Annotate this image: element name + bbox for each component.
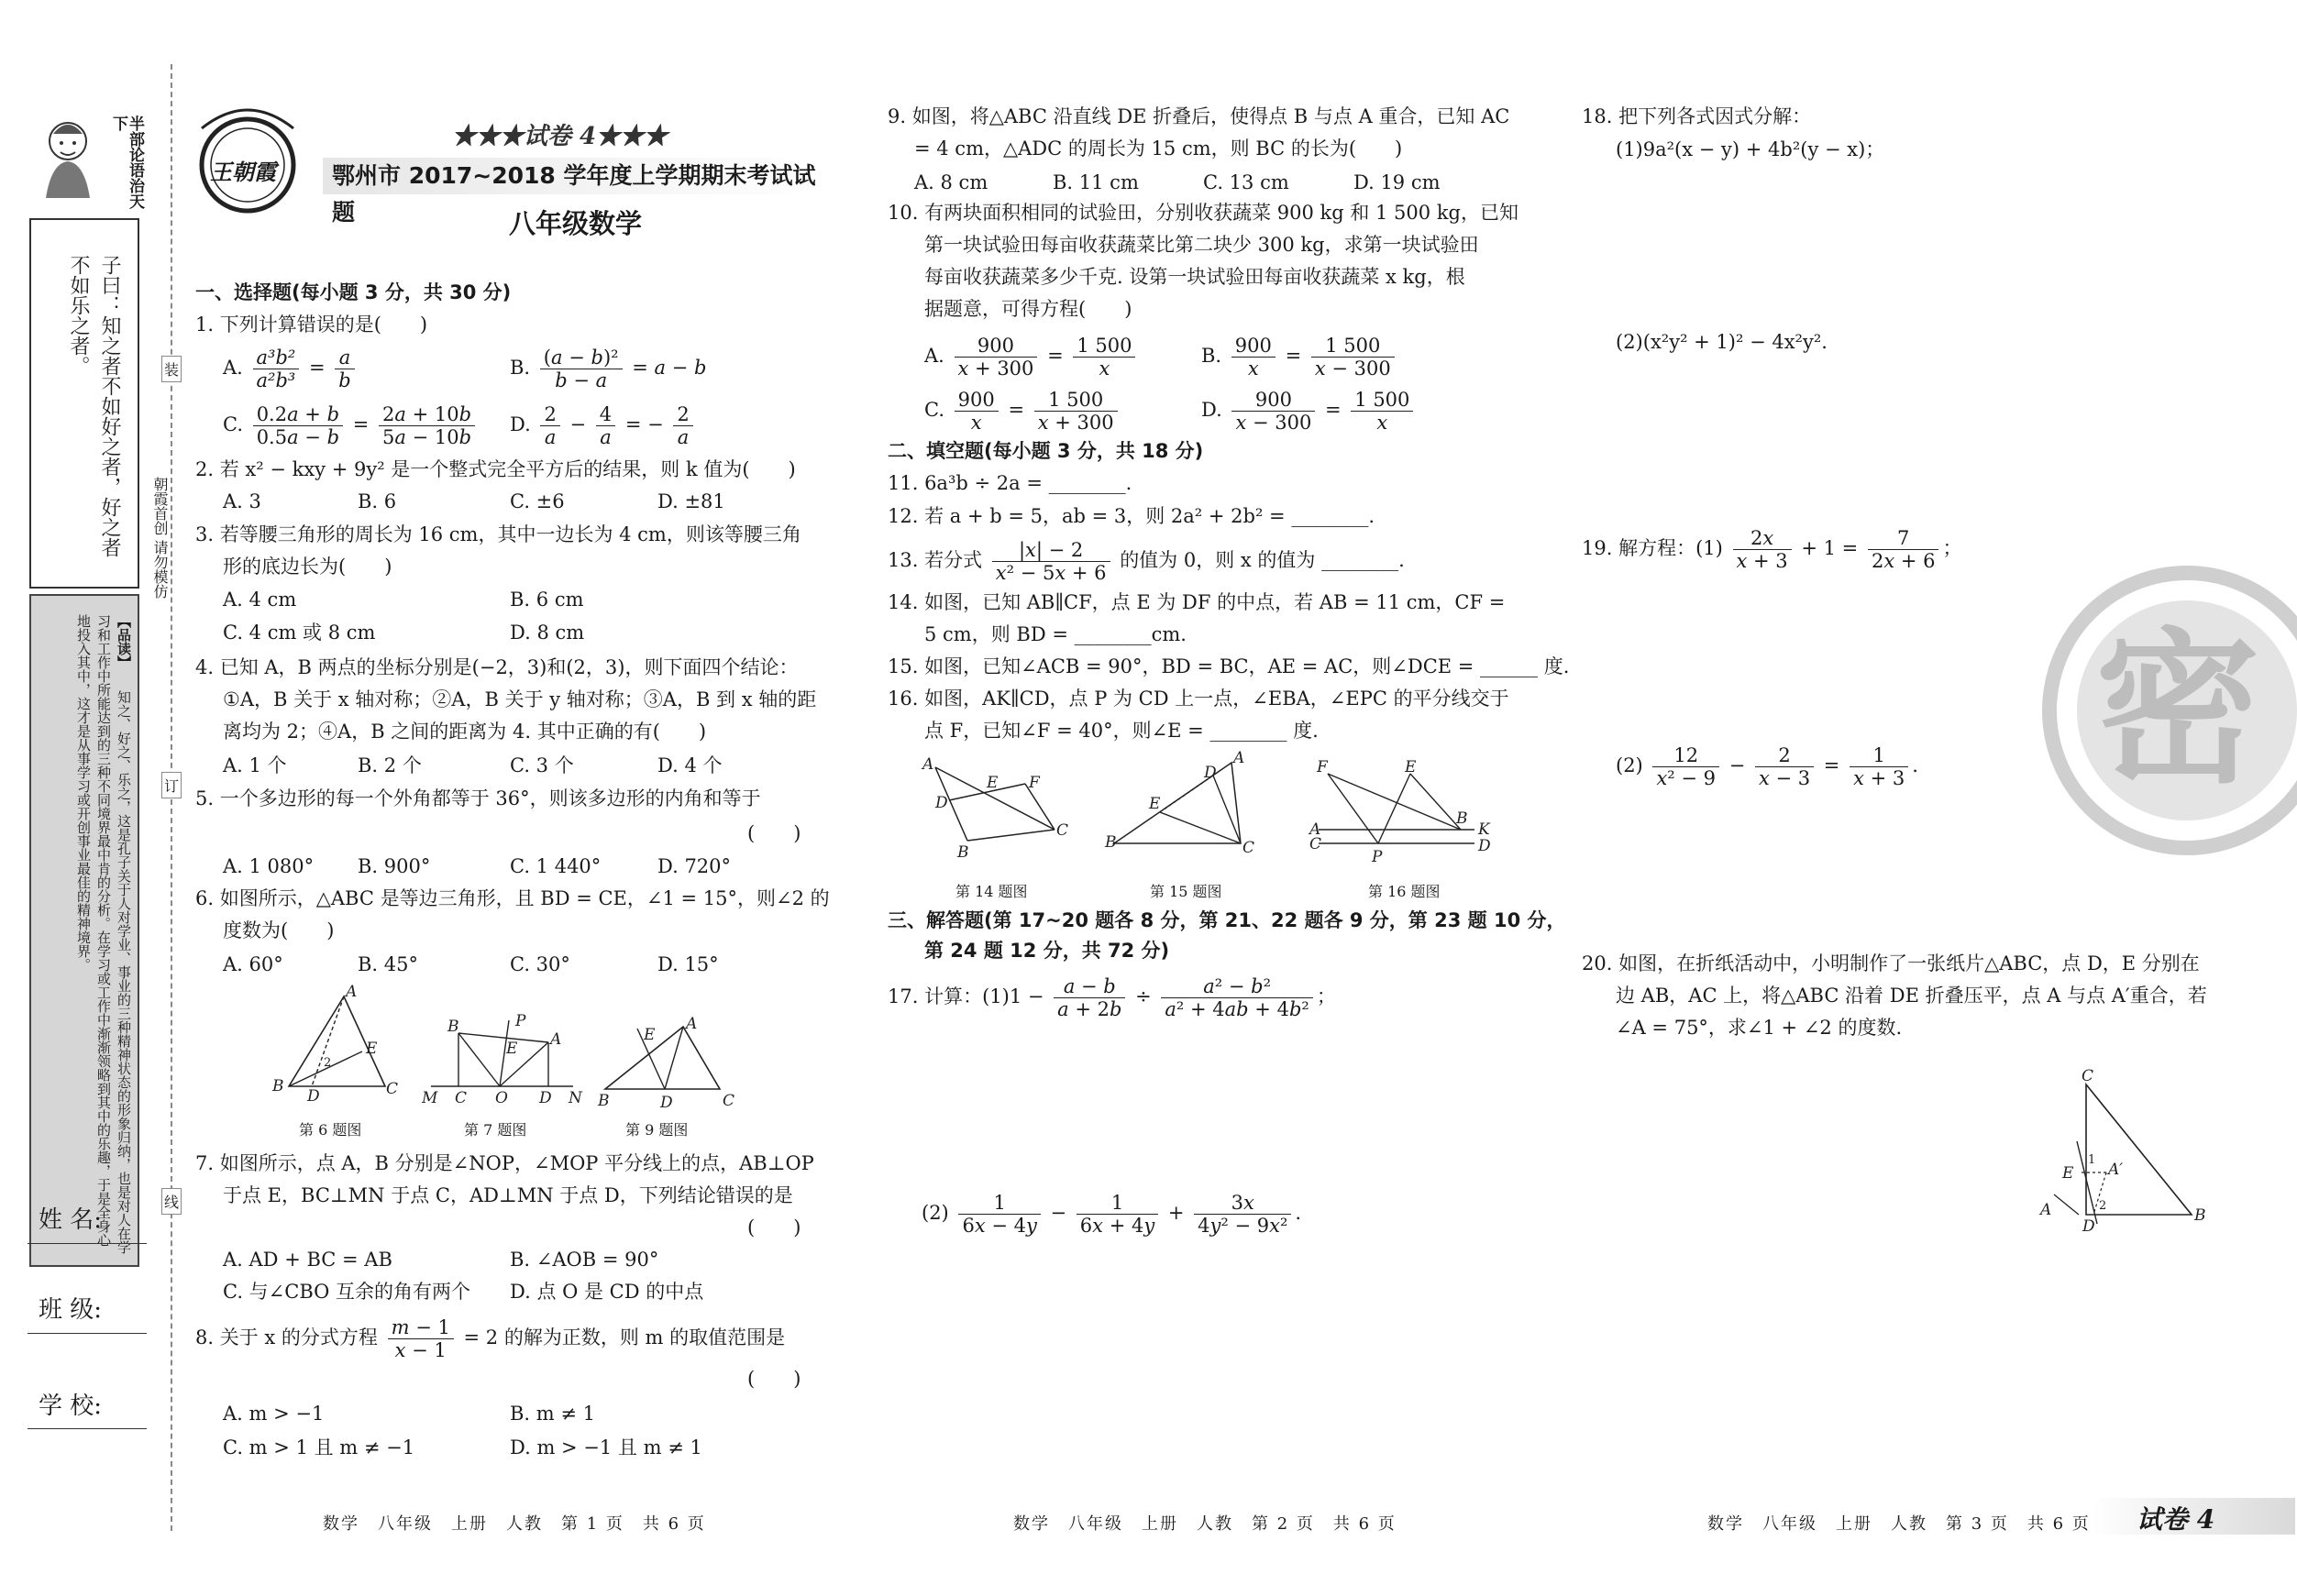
q4-option-d[interactable]: D. 4 个 bbox=[657, 754, 723, 776]
figure-q7 bbox=[422, 1013, 582, 1108]
seal-mark-1: 装 bbox=[161, 356, 182, 382]
svg-text:P: P bbox=[515, 1012, 526, 1030]
figure-q20 bbox=[2040, 1068, 2205, 1237]
svg-text:E: E bbox=[644, 1026, 656, 1044]
svg-text:D: D bbox=[307, 1087, 320, 1106]
confucius-quote: 子曰：知之者不如好之者，好之者不如乐之者。 bbox=[67, 255, 121, 557]
confucius-cartoon-icon bbox=[33, 108, 106, 200]
svg-text:F: F bbox=[1317, 758, 1328, 776]
svg-text:A: A bbox=[686, 1015, 698, 1033]
q19-part2: (2) $\frac{12}{\text{x² − 9}}$ − $\frac{2}{x - 3}$ = $\frac{1}{x + 3}$ . bbox=[1616, 744, 1918, 789]
q10-option-a[interactable]: A. $\frac{900}{x + 300}$ = $\frac{1 500}{x}$ bbox=[924, 335, 1139, 380]
svg-text:C: C bbox=[723, 1092, 735, 1110]
q10-option-d[interactable]: D. $\frac{900}{x - 300}$ = $\frac{1 500}{x}$ bbox=[1201, 389, 1417, 434]
q20-stem-line1: 20. 如图，在折纸活动中，小明制作了一张纸片△ABC，点 D，E 分别在 bbox=[1582, 952, 2200, 974]
svg-text:C: C bbox=[386, 1080, 399, 1098]
svg-text:B: B bbox=[1105, 833, 1117, 852]
q5-option-b[interactable]: B. 900° bbox=[358, 855, 431, 877]
q16-stem-line2: 点 F，已知∠F = 40°，则∠E = ________ 度. bbox=[924, 720, 1319, 742]
q4-option-c[interactable]: C. 3 个 bbox=[510, 754, 574, 776]
watermark-text: 密 bbox=[2095, 614, 2261, 806]
q7-stem-line1: 7. 如图所示，点 A，B 分别是∠NOP，∠MOP 平分线上的点，AB⊥OP bbox=[195, 1152, 814, 1174]
q8-option-c[interactable]: C. m > 1 且 m ≠ −1 bbox=[223, 1436, 415, 1458]
svg-text:B: B bbox=[957, 843, 969, 862]
q10-option-c[interactable]: C. $\frac{900}{x}$ = $\frac{1 500}{x + 300}$ bbox=[924, 389, 1121, 434]
q2-option-a[interactable]: A. 3 bbox=[223, 490, 261, 512]
svg-text:C: C bbox=[1056, 821, 1069, 840]
svg-text:A: A bbox=[550, 1030, 562, 1049]
q7-option-d[interactable]: D. 点 O 是 CD 的中点 bbox=[510, 1281, 704, 1303]
svg-text:B: B bbox=[2194, 1206, 2206, 1225]
subject-title: 八年级数学 bbox=[509, 208, 643, 239]
page3-footer: 数学 八年级 上册 人教 第 3 页 共 6 页 bbox=[1707, 1514, 2091, 1534]
q6-option-a[interactable]: A. 60° bbox=[223, 953, 283, 975]
section1-title: 一、选择题(每小题 3 分，共 30 分) bbox=[195, 281, 512, 303]
svg-text:K: K bbox=[1478, 820, 1490, 839]
q1-option-c[interactable]: C. $\frac{0.2a + b}{0.5a - b}$ = $\frac{2a + 10b}{5a - 10b}$ bbox=[223, 403, 479, 448]
section3-title-line2: 第 24 题 12 分，共 72 分) bbox=[924, 940, 1170, 962]
q12-stem: 12. 若 a + b = 5，ab = 3，则 2a² + 2b² = ________. bbox=[888, 505, 1375, 527]
q2-option-c[interactable]: C. ±6 bbox=[510, 490, 565, 512]
figure-q7-caption: 第 7 题图 bbox=[464, 1121, 527, 1139]
q19-part1: 19. 解方程：(1) $\frac{2x}{x + 3}$ + 1 = $\frac{7}{2x + 6}$ ； bbox=[1582, 527, 1962, 572]
figure-q16 bbox=[1309, 758, 1493, 870]
q10-stem-line4: 据题意，可得方程( ) bbox=[924, 298, 1132, 320]
q8-option-b[interactable]: B. m ≠ 1 bbox=[510, 1403, 596, 1425]
pindu-label: 【品读】 bbox=[116, 614, 132, 669]
svg-text:N: N bbox=[569, 1089, 582, 1107]
svg-text:D: D bbox=[2082, 1217, 2095, 1236]
q5-answer-paren[interactable]: ( ) bbox=[747, 822, 801, 844]
q6-stem-line1: 6. 如图所示，△ABC 是等边三角形，且 BD = CE，∠1 = 15°，则∠2 的 bbox=[195, 887, 830, 909]
q3-option-a[interactable]: A. 4 cm bbox=[223, 589, 297, 611]
svg-text:D: D bbox=[935, 794, 948, 812]
q2-stem: 2. 若 x² − kxy + 9y² 是一个整式完全平方后的结果，则 k 值为( ) bbox=[195, 458, 796, 480]
svg-text:A′: A′ bbox=[2108, 1161, 2124, 1179]
q4-stem-line1: 4. 已知 A，B 两点的坐标分别是(−2，3)和(2，3)，则下面四个结论： bbox=[195, 656, 799, 678]
q9-option-d[interactable]: D. 19 cm bbox=[1353, 171, 1441, 193]
svg-text:A: A bbox=[346, 983, 358, 1001]
q5-option-d[interactable]: D. 720° bbox=[657, 855, 732, 877]
watermark-seal bbox=[2031, 564, 2297, 857]
book-label: 半部论语治天下 bbox=[109, 116, 144, 209]
q1-option-d[interactable]: D. $\frac{2}{a}$ − $\frac{4}{a}$ = − $\frac{2}{a}$ bbox=[510, 403, 697, 448]
q4-option-b[interactable]: B. 2 个 bbox=[358, 754, 422, 776]
q5-stem: 5. 一个多边形的每一个外角都等于 36°，则该多边形的内角和等于 bbox=[195, 787, 761, 809]
figure-q15-caption: 第 15 题图 bbox=[1150, 883, 1222, 900]
q10-stem-line1: 10. 有两块面积相同的试验田，分别收获蔬菜 900 kg 和 1 500 kg，已知 bbox=[888, 202, 1518, 224]
figure-q9 bbox=[596, 1015, 735, 1113]
svg-text:E: E bbox=[366, 1040, 378, 1058]
q6-option-b[interactable]: B. 45° bbox=[358, 953, 419, 975]
q1-stem: 1. 下列计算错误的是( ) bbox=[195, 314, 428, 336]
seal-mark-3: 线 bbox=[161, 1188, 182, 1215]
q20-stem-line3: ∠A = 75°，求∠1 + ∠2 的度数. bbox=[1616, 1017, 1903, 1039]
q6-option-d[interactable]: D. 15° bbox=[657, 953, 719, 975]
q7-option-c[interactable]: C. 与∠CBO 互余的角有两个 bbox=[223, 1281, 471, 1303]
q9-option-a[interactable]: A. 8 cm bbox=[914, 171, 988, 193]
svg-text:C: C bbox=[1309, 835, 1322, 853]
logo bbox=[188, 92, 307, 220]
svg-text:E: E bbox=[1405, 758, 1417, 776]
figure-q6 bbox=[271, 983, 399, 1106]
q1-option-a[interactable]: A. $\frac{\text{a³b²}}{\text{a²b³}}$ = $\frac{a}{b}$ bbox=[223, 347, 359, 391]
school-label: 学 校: bbox=[39, 1392, 103, 1420]
page2-footer: 数学 八年级 上册 人教 第 2 页 共 6 页 bbox=[1013, 1514, 1397, 1534]
svg-text:D: D bbox=[539, 1089, 552, 1107]
svg-text:B: B bbox=[447, 1018, 459, 1036]
svg-text:B: B bbox=[598, 1092, 610, 1110]
q18-stem: 18. 把下列各式因式分解： bbox=[1582, 105, 1812, 127]
q10-option-b[interactable]: B. $\frac{900}{x}$ = $\frac{1 500}{x - 300}$ bbox=[1201, 335, 1398, 380]
q7-option-b[interactable]: B. ∠AOB = 90° bbox=[510, 1249, 659, 1271]
svg-text:1: 1 bbox=[2088, 1153, 2096, 1167]
pindu-text: 知之、好之、乐之，这是孔子关于人对学业、事业的三种精神状态的形象归纳，也是对人在学习和工作中所能达到的三种不同境界最中肯的分析。在学习或工作中渐渐领略到其中的乐趣，于是全身心地投入其中，这才是从事学习或开创事业最佳的精神境界。 bbox=[75, 614, 132, 1254]
pindu-box bbox=[29, 594, 139, 1267]
svg-text:D: D bbox=[1478, 837, 1491, 855]
section2-title: 二、填空题(每小题 3 分，共 18 分) bbox=[888, 440, 1204, 462]
svg-text:C: C bbox=[1242, 839, 1255, 857]
exam-title: 鄂州市 2017~2018 学年度上学期期末考试试题 bbox=[323, 158, 818, 194]
q8-stem: 8. 关于 x 的分式方程 $\frac{m - 1}{x - 1}$ = 2 的解为正数，则 m 的取值范围是 bbox=[195, 1316, 786, 1361]
q7-answer-paren[interactable]: ( ) bbox=[747, 1216, 801, 1238]
q1-option-b[interactable]: B. $\frac{\text{(a − b)²}}{b - a}$ = a − b bbox=[510, 347, 707, 391]
q11-stem: 11. 6a³b ÷ 2a = ________. bbox=[888, 472, 1132, 494]
figure-q9-caption: 第 9 题图 bbox=[625, 1121, 689, 1139]
svg-text:E: E bbox=[2062, 1164, 2074, 1183]
q7-stem-line2: 于点 E，BC⊥MN 于点 C，AD⊥MN 于点 D，下列结论错误的是 bbox=[223, 1184, 793, 1206]
q4-option-a[interactable]: A. 1 个 bbox=[223, 754, 287, 776]
section3-title-line1: 三、解答题(第 17~20 题各 8 分，第 21、22 题各 9 分，第 23 题 10 分， bbox=[888, 909, 1566, 931]
footer-tag: 试卷 4 bbox=[2137, 1504, 2215, 1535]
logo-text: 王朝霞 bbox=[210, 159, 276, 185]
q20-stem-line2: 边 AB，AC 上，将△ABC 沿着 DE 折叠压平，点 A 与点 A′重合，若 bbox=[1616, 985, 2207, 1007]
q7-option-a[interactable]: A. AD + BC = AB bbox=[223, 1249, 392, 1271]
svg-text:E: E bbox=[1149, 795, 1161, 813]
q10-stem-line2: 第一块试验田每亩收获蔬菜比第二块少 300 kg，求第一块试验田 bbox=[924, 234, 1479, 256]
svg-text:P: P bbox=[1372, 848, 1383, 866]
q9-stem-line1: 9. 如图，将△ABC 沿直线 DE 折叠后，使得点 B 与点 A 重合，已知 AC bbox=[888, 105, 1510, 127]
svg-text:C: C bbox=[2082, 1067, 2094, 1085]
q3-option-d[interactable]: D. 8 cm bbox=[510, 622, 585, 644]
q9-option-b[interactable]: B. 11 cm bbox=[1053, 171, 1139, 193]
figure-q14-caption: 第 14 题图 bbox=[955, 883, 1028, 900]
class-field[interactable] bbox=[28, 1333, 147, 1334]
quote-box bbox=[29, 218, 139, 589]
q6-stem-line2: 度数为( ) bbox=[223, 919, 335, 941]
q6-option-c[interactable]: C. 30° bbox=[510, 953, 570, 975]
svg-text:A: A bbox=[922, 755, 934, 774]
q8-option-a[interactable]: A. m > −1 bbox=[223, 1403, 325, 1425]
q3-option-b[interactable]: B. 6 cm bbox=[510, 589, 584, 611]
svg-text:2: 2 bbox=[324, 1056, 332, 1070]
svg-text:E: E bbox=[506, 1040, 518, 1058]
q3-option-c[interactable]: C. 4 cm 或 8 cm bbox=[223, 622, 376, 644]
svg-text:O: O bbox=[495, 1089, 508, 1107]
svg-text:F: F bbox=[1029, 774, 1040, 792]
seal-mark-2: 订 bbox=[161, 772, 182, 798]
name-label: 姓 名: bbox=[39, 1206, 103, 1234]
name-field[interactable] bbox=[28, 1243, 147, 1244]
q15-stem: 15. 如图，已知∠ACB = 90°，BD = BC，AE = AC，则∠DCE = ______ 度. bbox=[888, 655, 1570, 677]
svg-text:2: 2 bbox=[2099, 1199, 2107, 1213]
figure-q6-caption: 第 6 题图 bbox=[299, 1121, 362, 1139]
figure-q15 bbox=[1105, 749, 1261, 865]
figure-q14 bbox=[917, 756, 1073, 870]
sidebar bbox=[28, 108, 147, 1420]
page1-footer: 数学 八年级 上册 人教 第 1 页 共 6 页 bbox=[323, 1514, 706, 1534]
q4-stem-line2: ①A，B 关于 x 轴对称；②A，B 关于 y 轴对称；③A，B 到 x 轴的距 bbox=[223, 688, 817, 710]
svg-text:M: M bbox=[422, 1089, 438, 1107]
q9-stem-line2: = 4 cm，△ADC 的周长为 15 cm，则 BC 的长为( ) bbox=[914, 138, 1403, 160]
svg-text:B: B bbox=[1456, 809, 1468, 828]
q3-stem-line1: 3. 若等腰三角形的周长为 16 cm，其中一边长为 4 cm，则该等腰三角 bbox=[195, 523, 801, 545]
q17-part1: 17. 计算：(1)1 − $\frac{a - b}{a + 2b}$ ÷ $\frac{\text{a² − b²}}{\text{a² + 4ab + 4b²}}$ ； bbox=[888, 975, 1336, 1020]
tip-text: 朝霞首创 请勿模仿 bbox=[151, 477, 169, 600]
paper-tag: ★★★试卷 4★★★ bbox=[452, 123, 668, 150]
svg-text:B: B bbox=[272, 1077, 284, 1095]
q9-option-c[interactable]: C. 13 cm bbox=[1203, 171, 1289, 193]
q14-stem-line2: 5 cm，则 BD = ________cm. bbox=[924, 623, 1187, 645]
q16-stem-line1: 16. 如图，AK∥CD，点 P 为 CD 上一点，∠EBA，∠EPC 的平分线交于 bbox=[888, 688, 1509, 710]
svg-text:C: C bbox=[455, 1089, 468, 1107]
q18-part2: (2)(x²y² + 1)² − 4x²y². bbox=[1616, 331, 1828, 353]
q14-stem-line1: 14. 如图，已知 AB∥CF，点 E 为 DF 的中点，若 AB = 11 cm，CF = bbox=[888, 591, 1506, 613]
svg-text:E: E bbox=[987, 774, 999, 792]
school-field[interactable] bbox=[28, 1428, 147, 1429]
q5-option-c[interactable]: C. 1 440° bbox=[510, 855, 602, 877]
q17-part2: (2) $\frac{1}{6x - 4y}$ − $\frac{1}{6x + 4y}$ + $\frac{3x}{\text{4y² − 9x²}}$ . bbox=[922, 1192, 1302, 1237]
q2-option-b[interactable]: B. 6 bbox=[358, 490, 397, 512]
q10-stem-line3: 每亩收获蔬菜多少千克. 设第一块试验田每亩收获蔬菜 x kg，根 bbox=[924, 266, 1465, 288]
class-label: 班 级: bbox=[39, 1296, 103, 1324]
svg-text:A: A bbox=[1309, 820, 1321, 839]
q18-part1: (1)9a²(x − y) + 4b²(y − x)； bbox=[1616, 138, 1885, 160]
q3-stem-line2: 形的底边长为( ) bbox=[223, 556, 392, 578]
svg-text:A: A bbox=[1233, 749, 1245, 767]
q4-stem-line3: 离均为 2；④A，B 之间的距离为 4. 其中正确的有( ) bbox=[223, 721, 707, 743]
q13-stem: 13. 若分式 $\frac{|x| - 2}{\text{x² − 5x + 6}}$ 的值为 0，则 x 的值为 ________. bbox=[888, 539, 1405, 584]
q5-option-a[interactable]: A. 1 080° bbox=[223, 855, 315, 877]
svg-text:A: A bbox=[2040, 1201, 2052, 1219]
svg-text:D: D bbox=[1204, 764, 1217, 782]
svg-text:D: D bbox=[660, 1094, 673, 1112]
figure-q16-caption: 第 16 题图 bbox=[1368, 883, 1441, 900]
q8-option-d[interactable]: D. m > −1 且 m ≠ 1 bbox=[510, 1436, 702, 1458]
q2-option-d[interactable]: D. ±81 bbox=[657, 490, 725, 512]
q8-answer-paren[interactable]: ( ) bbox=[747, 1368, 801, 1390]
